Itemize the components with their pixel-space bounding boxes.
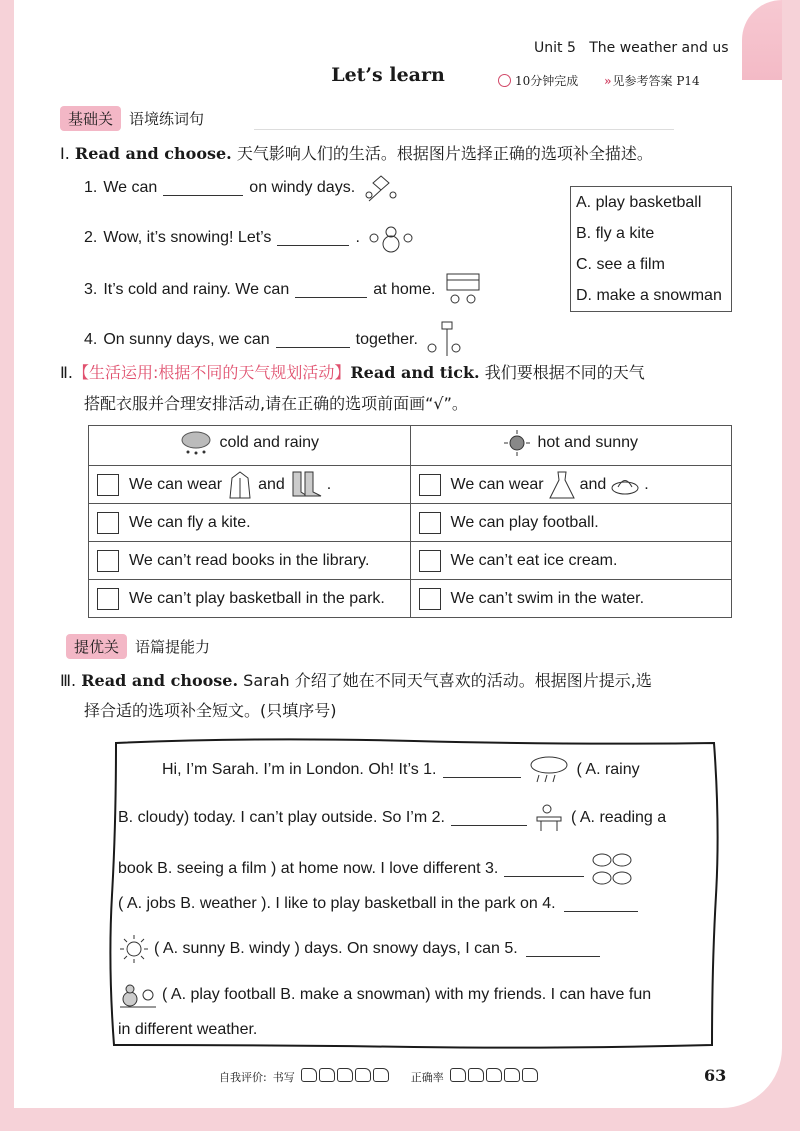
question-text: at home. — [373, 281, 436, 298]
section-1-instruction — [60, 141, 653, 167]
level-subtitle: 语篇提能力 — [135, 638, 211, 656]
weather-table — [88, 425, 732, 618]
thumbs-up-icon[interactable] — [450, 1068, 466, 1082]
instruction-cn-2: 搭配衣服并合理安排活动,请在正确的选项前面画“√”。 — [84, 394, 468, 413]
story-text: ( A. sunny B. windy ) days. On snowy days, I can 5. — [154, 940, 518, 957]
story-text: ( A. play football B. make a snowman) with my friends. I can have fun — [162, 986, 652, 1003]
row-text: We can’t read books in the library. — [129, 551, 370, 569]
tick-checkbox[interactable] — [97, 474, 119, 496]
row-option — [89, 542, 411, 580]
question-text: on windy days. — [249, 179, 356, 196]
answer-blank[interactable] — [295, 282, 367, 298]
row-text: and — [579, 475, 607, 493]
thumbs-up-icon[interactable] — [319, 1068, 335, 1082]
girl-reading-icon — [533, 803, 565, 833]
thumbs-up-icon[interactable] — [373, 1068, 389, 1082]
tick-checkbox[interactable] — [97, 588, 119, 610]
row-text: We can play football. — [450, 513, 599, 531]
header-label: hot and sunny — [537, 434, 639, 451]
self-evaluation — [219, 1068, 540, 1085]
option-b: B. fly a kite — [576, 225, 655, 242]
tick-checkbox[interactable] — [419, 550, 441, 572]
sun-hat-icon — [610, 472, 640, 498]
question-number: 4. — [84, 331, 98, 348]
instruction-cn: Sarah 介绍了她在不同天气喜欢的活动。根据图片提示,选 — [243, 671, 652, 690]
row-text: and — [258, 475, 285, 493]
option-c: C. see a film — [576, 256, 665, 273]
question-2 — [84, 222, 416, 254]
thumbs-up-icon[interactable] — [486, 1068, 502, 1082]
thumbs-up-icon[interactable] — [468, 1068, 484, 1082]
story-line-1 — [162, 755, 640, 785]
row-text: We can’t play basketball in the park. — [129, 589, 385, 607]
sun-icon — [118, 933, 150, 965]
section-tag: 【生活运用:根据不同的天气规划活动】 — [72, 363, 351, 382]
question-4 — [84, 320, 464, 360]
row-text: We can wear — [450, 475, 544, 493]
unit-title: The weather and us — [589, 40, 729, 56]
instruction-en: Read and choose. — [81, 671, 239, 690]
answer-blank[interactable] — [451, 810, 527, 826]
accuracy-label: 正确率 — [410, 1070, 444, 1084]
story-line-3 — [118, 851, 634, 887]
snowman-icon — [366, 222, 416, 254]
option-d: D. make a snowman — [576, 287, 722, 304]
page-number: 63 — [704, 1066, 727, 1085]
level-badge: 基础关 — [60, 106, 121, 131]
level-subtitle: 语境练词句 — [129, 110, 205, 128]
question-text: On sunny days, we can — [103, 331, 270, 348]
row-option — [89, 504, 411, 542]
answer-blank[interactable] — [163, 180, 243, 196]
row-option — [89, 580, 411, 618]
col-head-hot-sunny — [410, 426, 732, 466]
question-number: 2. — [84, 229, 98, 246]
answer-blank[interactable] — [276, 332, 350, 348]
row-option — [410, 504, 732, 542]
question-1 — [84, 173, 401, 203]
lesson-title: Let’s learn — [331, 64, 445, 86]
row-text: . — [326, 475, 332, 493]
story-text: book B. seeing a film ) at home now. I love different 3. — [118, 860, 499, 877]
instruction-en: Read and tick. — [350, 363, 480, 382]
rain-cloud-icon — [179, 430, 213, 456]
thumbs-up-icon[interactable] — [301, 1068, 317, 1082]
story-text: ( A. reading a — [570, 809, 667, 826]
self-eval-label: 自我评价: — [219, 1070, 267, 1084]
clock-icon — [498, 74, 511, 87]
answer-text: 见参考答案 P14 — [612, 74, 700, 88]
timer-text: 10分钟完成 — [515, 74, 579, 88]
thumbs-up-icon[interactable] — [504, 1068, 520, 1082]
question-number: 3. — [84, 281, 98, 298]
tick-checkbox[interactable] — [419, 512, 441, 534]
header-label: cold and rainy — [219, 434, 320, 451]
answer-blank[interactable] — [564, 896, 638, 912]
thumbs-up-icon[interactable] — [522, 1068, 538, 1082]
thumbs-up-icon[interactable] — [355, 1068, 371, 1082]
row-text: . — [644, 475, 649, 493]
tick-checkbox[interactable] — [97, 512, 119, 534]
rain-cloud-icon — [527, 755, 571, 785]
row-text: We can’t swim in the water. — [450, 589, 645, 607]
rain-boots-icon — [289, 470, 323, 500]
story-text: Hi, I’m Sarah. I’m in London. Oh! It’s 1. — [162, 761, 437, 778]
option-a: A. play basketball — [576, 194, 702, 211]
basketball-kids-icon — [424, 320, 464, 360]
question-text: together. — [355, 331, 418, 348]
instruction-cn: 我们要根据不同的天气 — [484, 363, 645, 382]
raincoat-icon — [226, 470, 254, 500]
instruction-cn-2: 择合适的选项补全短文。(只填序号) — [84, 701, 337, 720]
thumbs-up-icon[interactable] — [337, 1068, 353, 1082]
story-text: in different weather. — [118, 1021, 258, 1038]
double-arrow-icon: » — [604, 73, 609, 88]
unit-header — [534, 40, 729, 56]
section-2-instruction — [60, 360, 740, 417]
question-number: 1. — [84, 179, 98, 196]
level-advanced-header — [66, 634, 210, 659]
question-text: . — [355, 229, 360, 246]
snow-play-icon — [118, 979, 158, 1011]
question-text: We can — [103, 179, 158, 196]
section-numeral: Ⅱ. — [60, 363, 73, 382]
answer-blank[interactable] — [277, 230, 349, 246]
instruction-cn: 天气影响人们的生活。根据图片选择正确的选项补全描述。 — [236, 144, 653, 163]
story-line-2 — [118, 803, 666, 833]
level-badge: 提优关 — [66, 634, 127, 659]
kite-kids-icon — [361, 173, 401, 203]
dress-icon — [548, 470, 576, 500]
answer-blank[interactable] — [504, 861, 584, 877]
question-3 — [84, 272, 485, 308]
row-text: We can fly a kite. — [129, 513, 251, 531]
divider — [254, 129, 674, 130]
row-text: We can wear — [129, 475, 223, 493]
col-head-cold-rainy — [89, 426, 411, 466]
row-wear-sunny — [410, 466, 732, 504]
tick-checkbox[interactable] — [97, 550, 119, 572]
writing-label: 书写 — [272, 1070, 295, 1084]
row-option — [410, 542, 732, 580]
tick-checkbox[interactable] — [419, 588, 441, 610]
row-wear-rainy — [89, 466, 411, 504]
row-text: We can’t eat ice cream. — [450, 551, 618, 569]
story-box — [104, 735, 724, 1053]
story-line-4 — [118, 895, 638, 913]
instruction-en: Read and choose. — [74, 144, 232, 163]
row-option — [410, 580, 732, 618]
answer-reference — [604, 72, 700, 89]
tv-family-icon — [441, 272, 485, 308]
workbook-page — [14, 0, 782, 1108]
section-numeral: Ⅰ. — [60, 144, 70, 163]
section-3-instruction — [60, 668, 740, 724]
level-basic-header — [60, 106, 204, 131]
answer-blank[interactable] — [526, 941, 600, 957]
tick-checkbox[interactable] — [419, 474, 441, 496]
unit-label: Unit 5 — [534, 40, 576, 56]
accuracy-rating[interactable] — [450, 1068, 540, 1085]
story-text: ( A. rainy — [576, 761, 640, 778]
story-line-5 — [118, 933, 600, 965]
story-text: B. cloudy) today. I can’t play outside. So I’m 2. — [118, 809, 445, 826]
section-numeral: Ⅲ. — [60, 671, 77, 690]
question-text: It’s cold and rainy. We can — [103, 281, 290, 298]
story-line-6 — [118, 979, 651, 1011]
mixed-weather-icon — [590, 851, 634, 887]
question-text: Wow, it’s snowing! Let’s — [103, 229, 272, 246]
timer-note — [498, 72, 578, 89]
sun-icon — [503, 429, 531, 457]
options-box — [570, 186, 732, 312]
answer-blank[interactable] — [443, 762, 521, 778]
story-line-7 — [118, 1021, 257, 1039]
writing-rating[interactable] — [301, 1068, 391, 1085]
story-text: ( A. jobs B. weather ). I like to play basketball in the park on 4. — [118, 895, 556, 912]
